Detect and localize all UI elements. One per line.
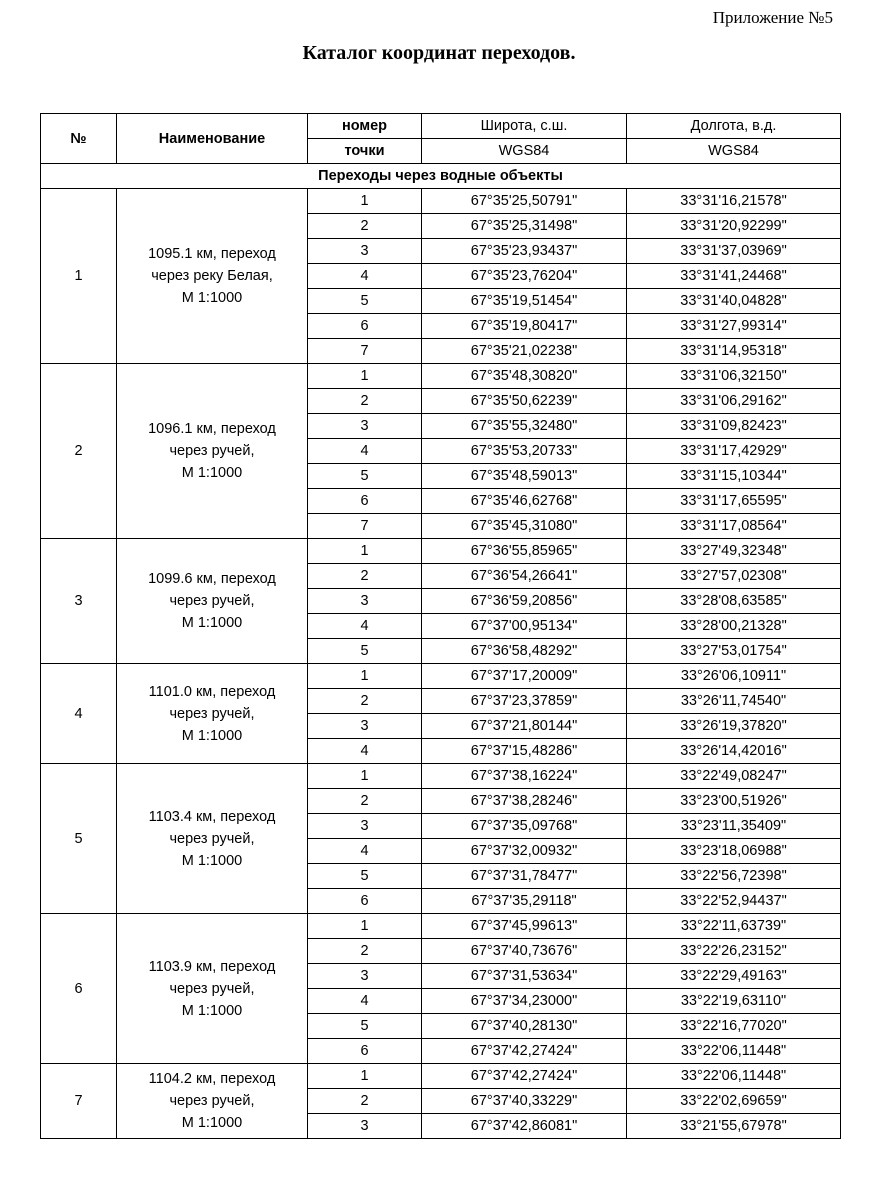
crossing-name-line: 1103.4 км, переход (148, 808, 276, 825)
point-number: 5 (308, 864, 422, 889)
longitude-value: 33°26'06,10911" (627, 664, 841, 689)
table-row (41, 1064, 841, 1089)
point-number: 3 (308, 814, 422, 839)
longitude-value: 33°22'16,77020" (627, 1014, 841, 1039)
longitude-value: 33°23'11,35409" (627, 814, 841, 839)
latitude-value: 67°36'54,26641" (422, 564, 627, 589)
longitude-value: 33°31'15,10344" (627, 464, 841, 489)
crossing-name-line: М 1:1000 (181, 1115, 243, 1131)
crossing-name-line: М 1:1000 (181, 290, 243, 306)
crossing-name-line: М 1:1000 (181, 1002, 243, 1019)
longitude-value: 33°31'17,65595" (627, 489, 841, 514)
latitude-value: 67°37'45,99613" (422, 914, 627, 939)
column-header-longitude (627, 114, 841, 164)
crossing-name (117, 914, 308, 1064)
point-number: 4 (308, 839, 422, 864)
latitude-value: 67°35'55,32480" (422, 414, 627, 439)
longitude-value: 33°28'00,21328" (627, 614, 841, 639)
crossing-name (117, 664, 308, 764)
crossing-name (117, 364, 308, 539)
latitude-value: 67°36'59,20856" (422, 589, 627, 614)
section-row (41, 164, 841, 189)
longitude-value: 33°21'55,67978" (627, 1114, 841, 1139)
column-header-longitude-line2: WGS84 (708, 143, 759, 159)
longitude-value: 33°27'49,32348" (627, 539, 841, 564)
latitude-value: 67°37'32,00932" (422, 839, 627, 864)
longitude-value: 33°31'27,99314" (627, 314, 841, 339)
latitude-value: 67°35'23,93437" (422, 239, 627, 264)
point-number: 4 (308, 614, 422, 639)
crossing-name (117, 539, 308, 664)
point-number: 2 (308, 789, 422, 814)
latitude-value: 67°35'50,62239" (422, 389, 627, 414)
point-number: 4 (308, 739, 422, 764)
crossing-name (117, 764, 308, 914)
column-header-point-line1: номер (308, 114, 421, 139)
latitude-value: 67°37'42,27424" (422, 1064, 627, 1089)
latitude-value: 67°35'53,20733" (422, 439, 627, 464)
longitude-value: 33°31'37,03969" (627, 239, 841, 264)
latitude-value: 67°37'00,95134" (422, 614, 627, 639)
point-number: 4 (308, 989, 422, 1014)
table-row (41, 189, 841, 214)
crossing-name-line: через ручей, (169, 830, 255, 847)
column-header-latitude-line1: Широта, с.ш. (422, 114, 626, 139)
point-number: 1 (308, 539, 422, 564)
point-number: 2 (308, 939, 422, 964)
longitude-value: 33°22'02,69659" (627, 1089, 841, 1114)
crossing-name-line: через реку Белая, (151, 268, 273, 284)
column-header-number: № (41, 114, 117, 164)
latitude-value: 67°37'35,29118" (422, 889, 627, 914)
latitude-value: 67°37'23,37859" (422, 689, 627, 714)
point-number: 6 (308, 314, 422, 339)
appendix-label: Приложение №5 (712, 8, 833, 27)
table-row (41, 664, 841, 689)
point-number: 2 (308, 389, 422, 414)
crossing-name-line: через ручей, (169, 1093, 255, 1109)
longitude-value: 33°22'52,94437" (627, 889, 841, 914)
crossing-name-line: М 1:1000 (181, 852, 243, 869)
point-number: 4 (308, 439, 422, 464)
longitude-value: 33°22'06,11448" (627, 1039, 841, 1064)
latitude-value: 67°37'21,80144" (422, 714, 627, 739)
latitude-value: 67°37'31,53634" (422, 964, 627, 989)
table-row (41, 539, 841, 564)
latitude-value: 67°37'15,48286" (422, 739, 627, 764)
longitude-value: 33°23'18,06988" (627, 839, 841, 864)
longitude-value: 33°23'00,51926" (627, 789, 841, 814)
crossing-number: 4 (41, 664, 117, 764)
latitude-value: 67°37'34,23000" (422, 989, 627, 1014)
crossing-name-line: М 1:1000 (181, 727, 243, 744)
latitude-value: 67°35'19,80417" (422, 314, 627, 339)
crossing-name (117, 189, 308, 364)
point-number: 5 (308, 464, 422, 489)
longitude-value: 33°31'14,95318" (627, 339, 841, 364)
longitude-value: 33°31'17,42929" (627, 439, 841, 464)
table-body (41, 164, 841, 1139)
longitude-value: 33°22'19,63110" (627, 989, 841, 1014)
crossing-name-line: через ручей, (169, 593, 255, 609)
latitude-value: 67°35'19,51454" (422, 289, 627, 314)
point-number: 7 (308, 514, 422, 539)
latitude-value: 67°35'48,59013" (422, 464, 627, 489)
crossing-number: 3 (41, 539, 117, 664)
longitude-value: 33°31'40,04828" (627, 289, 841, 314)
point-number: 1 (308, 764, 422, 789)
crossing-name-line: через ручей, (169, 980, 255, 997)
point-number: 3 (308, 239, 422, 264)
point-number: 4 (308, 264, 422, 289)
latitude-value: 67°35'46,62768" (422, 489, 627, 514)
column-header-name: Наименование (117, 114, 308, 164)
latitude-value: 67°37'40,28130" (422, 1014, 627, 1039)
point-number: 2 (308, 1089, 422, 1114)
longitude-value: 33°31'17,08564" (627, 514, 841, 539)
latitude-value: 67°37'42,27424" (422, 1039, 627, 1064)
longitude-value: 33°27'53,01754" (627, 639, 841, 664)
crossing-name-line: 1103.9 км, переход (148, 958, 276, 975)
longitude-value: 33°28'08,63585" (627, 589, 841, 614)
point-number: 5 (308, 1014, 422, 1039)
point-number: 3 (308, 714, 422, 739)
page-title: Каталог координат переходов. (302, 42, 576, 64)
longitude-value: 33°31'20,92299" (627, 214, 841, 239)
table-header-row (41, 114, 841, 164)
point-number: 1 (308, 914, 422, 939)
point-number: 5 (308, 289, 422, 314)
longitude-value: 33°31'41,24468" (627, 264, 841, 289)
section-title: Переходы через водные объекты (41, 164, 841, 189)
point-number: 2 (308, 564, 422, 589)
column-header-point-line2: точки (344, 143, 385, 159)
crossing-name (117, 1064, 308, 1139)
crossing-number: 7 (41, 1064, 117, 1139)
longitude-value: 33°31'06,32150" (627, 364, 841, 389)
longitude-value: 33°22'11,63739" (627, 914, 841, 939)
latitude-value: 67°37'40,73676" (422, 939, 627, 964)
column-header-point (308, 114, 422, 164)
longitude-value: 33°31'09,82423" (627, 414, 841, 439)
point-number: 6 (308, 489, 422, 514)
latitude-value: 67°37'31,78477" (422, 864, 627, 889)
latitude-value: 67°37'42,86081" (422, 1114, 627, 1139)
crossing-name-line: через ручей, (169, 705, 255, 722)
column-header-latitude (422, 114, 627, 164)
crossing-name-line: 1099.6 км, переход (148, 571, 276, 587)
point-number: 3 (308, 589, 422, 614)
longitude-value: 33°27'57,02308" (627, 564, 841, 589)
longitude-value: 33°22'49,08247" (627, 764, 841, 789)
table-row (41, 914, 841, 939)
point-number: 6 (308, 889, 422, 914)
point-number: 3 (308, 414, 422, 439)
crossing-name-line: М 1:1000 (181, 465, 243, 481)
column-header-latitude-line2: WGS84 (498, 143, 550, 159)
point-number: 2 (308, 689, 422, 714)
longitude-value: 33°22'06,11448" (627, 1064, 841, 1089)
point-number: 1 (308, 664, 422, 689)
point-number: 5 (308, 639, 422, 664)
crossing-number: 1 (41, 189, 117, 364)
crossing-name-line: через ручей, (169, 443, 255, 459)
longitude-value: 33°31'06,29162" (627, 389, 841, 414)
latitude-value: 67°35'25,31498" (422, 214, 627, 239)
point-number: 1 (308, 364, 422, 389)
latitude-value: 67°36'55,85965" (422, 539, 627, 564)
coordinates-table (40, 113, 841, 1139)
table-row (41, 764, 841, 789)
latitude-value: 67°37'35,09768" (422, 814, 627, 839)
column-header-longitude-line1: Долгота, в.д. (627, 114, 840, 139)
latitude-value: 67°35'23,76204" (422, 264, 627, 289)
longitude-value: 33°31'16,21578" (627, 189, 841, 214)
longitude-value: 33°26'19,37820" (627, 714, 841, 739)
crossing-name-line: 1104.2 км, переход (148, 1071, 276, 1087)
crossing-number: 5 (41, 764, 117, 914)
crossing-number: 6 (41, 914, 117, 1064)
latitude-value: 67°37'17,20009" (422, 664, 627, 689)
latitude-value: 67°35'45,31080" (422, 514, 627, 539)
latitude-value: 67°35'21,02238" (422, 339, 627, 364)
crossing-name-line: 1101.0 км, переход (148, 683, 276, 700)
latitude-value: 67°37'38,28246" (422, 789, 627, 814)
longitude-value: 33°22'29,49163" (627, 964, 841, 989)
crossing-name-line: 1095.1 км, переход (148, 246, 276, 262)
point-number: 3 (308, 964, 422, 989)
latitude-value: 67°35'25,50791" (422, 189, 627, 214)
longitude-value: 33°22'26,23152" (627, 939, 841, 964)
crossing-name-line: М 1:1000 (181, 615, 243, 631)
point-number: 7 (308, 339, 422, 364)
latitude-value: 67°37'40,33229" (422, 1089, 627, 1114)
longitude-value: 33°26'11,74540" (627, 689, 841, 714)
crossing-number: 2 (41, 364, 117, 539)
latitude-value: 67°37'38,16224" (422, 764, 627, 789)
point-number: 1 (308, 189, 422, 214)
crossing-name-line: 1096.1 км, переход (148, 421, 276, 437)
longitude-value: 33°22'56,72398" (627, 864, 841, 889)
latitude-value: 67°35'48,30820" (422, 364, 627, 389)
longitude-value: 33°26'14,42016" (627, 739, 841, 764)
point-number: 6 (308, 1039, 422, 1064)
table-row (41, 364, 841, 389)
point-number: 2 (308, 214, 422, 239)
point-number: 3 (308, 1114, 422, 1139)
point-number: 1 (308, 1064, 422, 1089)
latitude-value: 67°36'58,48292" (422, 639, 627, 664)
